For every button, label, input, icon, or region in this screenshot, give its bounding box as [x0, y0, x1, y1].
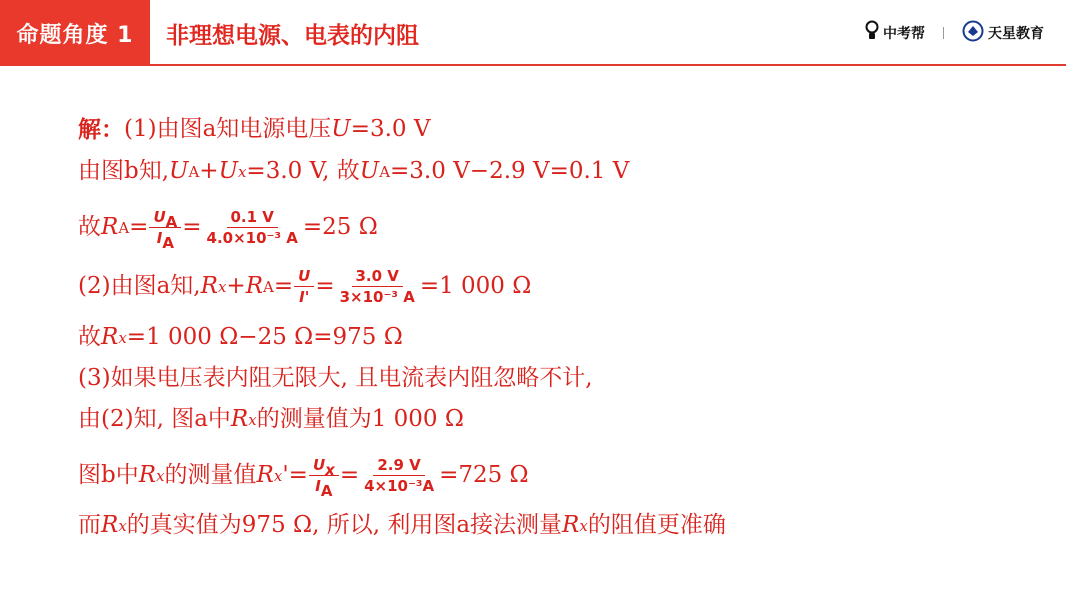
frac-den: I' [299, 288, 310, 306]
frac-num: U [312, 456, 326, 474]
text: =3.0 V [350, 116, 431, 142]
equals: = [129, 214, 149, 240]
frac-num-sub: A [165, 213, 178, 231]
var-R: R [200, 273, 218, 299]
frac-den-sub: A [320, 482, 333, 500]
sub-x: x [248, 410, 257, 429]
brand-logos [865, 20, 1044, 46]
topic-tag: 命题角度 1 [0, 0, 150, 66]
sub-x: x [118, 516, 127, 535]
brand-name-2: 天星教育 [988, 26, 1044, 42]
var-R: R [101, 324, 119, 350]
line-6 [78, 367, 593, 390]
fraction-symbolic [149, 208, 181, 252]
frac-num: 0.1 V [227, 208, 278, 228]
fraction-numeric [203, 208, 302, 247]
text: 的真实值为975 Ω, 所以, 利用图a接法测量 [126, 512, 563, 538]
var-R: R [101, 512, 119, 538]
plus: + [199, 158, 219, 184]
equals: = [273, 273, 294, 299]
text: 图b中 [78, 462, 139, 488]
frac-den: 4×10⁻³A [364, 477, 435, 495]
brand-tianxing [962, 20, 1044, 46]
var-R: R [138, 462, 157, 488]
line-8 [78, 456, 529, 500]
equals: = [288, 462, 308, 488]
text: =1 000 Ω−25 Ω=975 Ω [126, 324, 403, 350]
text: (2)由图a知, [78, 273, 201, 299]
text: 由(2)知, 图a中 [78, 406, 231, 432]
equals: = [339, 462, 360, 488]
sub-x: x [273, 466, 283, 485]
frac-den: I [315, 477, 321, 495]
line-7 [78, 408, 464, 431]
frac-den: I [156, 229, 163, 247]
text: (3)如果电压表内阻无限大, 且电流表内阻忽略不计, [78, 365, 593, 391]
fraction-symbolic [294, 267, 314, 306]
line-9 [78, 514, 726, 537]
line-4: (2)由图a知, R x + R A = $\frac{U}{I'}$ = $\frac{3.0 V}{\text{3×10⁻³ A}}$ =1 000 Ω [78, 267, 532, 306]
text: (1)由图a知电源电压 [124, 116, 332, 142]
text: =1 000 Ω [419, 273, 532, 299]
brand-divider [943, 27, 944, 39]
var-R: R [101, 214, 119, 240]
frac-num: 3.0 V [352, 267, 403, 287]
equals: = [182, 214, 202, 240]
line-3: 故 R A = $\frac{U_A}{I_A}$ = $\frac{0.1 V}{\text{4.0×10⁻³ A}}$ =25 Ω [78, 208, 378, 252]
sub-x: x [156, 466, 165, 485]
var-R: R [562, 512, 580, 538]
brand-zhongkaobang [865, 20, 925, 46]
text: 的测量值 [164, 462, 257, 488]
var-R: R [245, 273, 264, 299]
frac-den: 4.0×10⁻³ A [206, 229, 298, 247]
sub-x: x [217, 277, 227, 296]
fraction-symbolic [309, 456, 339, 500]
text: =3.0 V−2.9 V=0.1 V [390, 158, 630, 184]
tianxing-logo-icon [962, 20, 984, 46]
text: =25 Ω [302, 214, 378, 240]
line-5 [78, 326, 403, 349]
text: 由图b知, [78, 158, 170, 184]
text: 故 [78, 214, 101, 240]
frac-num-sub: x [325, 461, 335, 479]
plus: + [226, 273, 246, 299]
var-U: U [359, 158, 380, 184]
text: 的测量值为1 000 Ω [256, 406, 464, 432]
header-bar [0, 0, 1066, 66]
text: =725 Ω [439, 462, 529, 488]
equals: = [315, 273, 335, 299]
var-U: U [218, 158, 238, 184]
text: =3.0 V, 故 [246, 158, 360, 184]
var-R: R [230, 406, 249, 432]
sub-x: x [118, 328, 127, 347]
frac-den-sub: A [162, 234, 174, 252]
var-U: U [169, 158, 189, 184]
bulb-icon [865, 20, 879, 46]
var-R: R [256, 462, 274, 488]
fraction-numeric [360, 456, 438, 495]
frac-num: U [298, 267, 311, 285]
sub-x: x [237, 162, 247, 181]
var-U: U [331, 116, 351, 142]
frac-num: U [153, 208, 166, 226]
solution-label: 解： [78, 116, 124, 143]
brand-name-1: 中考帮 [883, 26, 925, 42]
page-title: 非理想电源、电表的内阻 [166, 22, 419, 49]
line-1 [78, 118, 430, 141]
line-2: 由图b知, U A + U x =3.0 V, 故 U A =3.0 V−2.9 V=0.1 V [78, 158, 630, 184]
fraction-numeric [336, 267, 419, 306]
text: 故 [78, 324, 101, 350]
text: 而 [78, 512, 101, 538]
text: 的阻值更准确 [587, 512, 726, 538]
sub-x: x [579, 516, 588, 535]
prime: ' [282, 462, 289, 488]
frac-den: 3×10⁻³ A [339, 288, 415, 306]
frac-num: 2.9 V [373, 456, 424, 476]
